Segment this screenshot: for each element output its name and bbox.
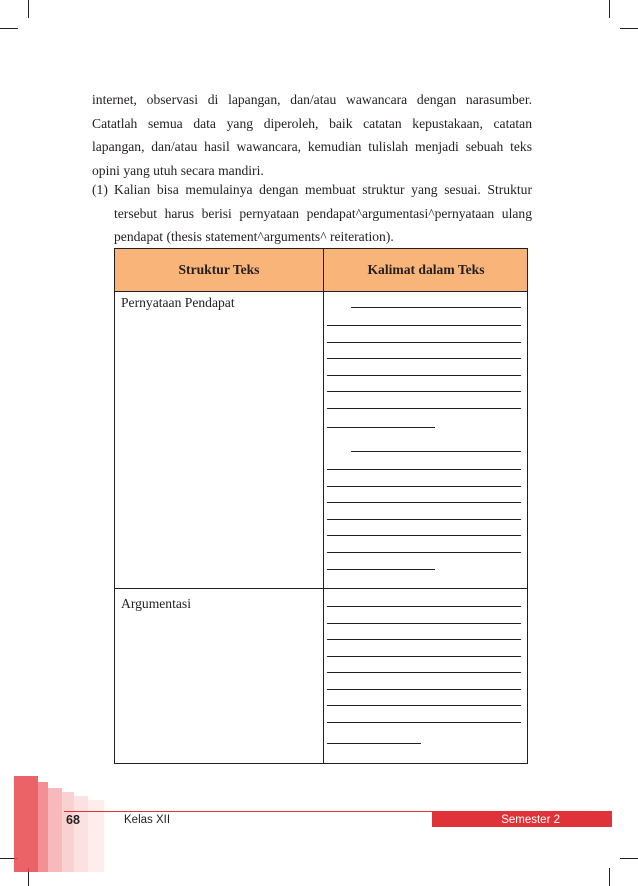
row-divider — [115, 588, 527, 589]
page-number: 68 — [66, 813, 80, 827]
instruction-number: (1) — [92, 182, 108, 197]
writing-line — [327, 722, 521, 723]
instruction-line: pendapat (thesis statement^arguments^ reiteration). — [114, 229, 394, 244]
instruction-line — [92, 178, 532, 202]
writing-line — [327, 502, 521, 503]
writing-line — [327, 486, 521, 487]
writing-line — [327, 427, 435, 428]
crop-mark — [620, 858, 638, 859]
writing-line — [351, 307, 521, 308]
paragraph-line: opini yang utuh secara mandiri. — [92, 162, 264, 178]
instruction-text: Kalian bisa memulainya dengan membuat struktur yang sesuai. Struktur — [114, 182, 532, 197]
writing-line — [327, 569, 435, 570]
writing-line — [327, 519, 521, 520]
writing-line — [327, 656, 521, 657]
writing-line — [327, 391, 521, 392]
body-paragraph — [92, 88, 532, 182]
footer-stripes-decoration — [0, 776, 110, 872]
instruction-item — [92, 178, 532, 249]
crop-mark — [28, 0, 29, 18]
writing-line — [327, 469, 521, 470]
writing-line — [327, 639, 521, 640]
crop-mark — [609, 0, 610, 18]
writing-line — [351, 451, 521, 452]
instruction-line: tersebut harus berisi pernyataan pendapat^argumentasi^pernyataan ulang — [114, 205, 532, 221]
row-label-pernyataan-pendapat: Pernyataan Pendapat — [121, 295, 235, 310]
writing-line — [327, 375, 521, 376]
writing-line — [327, 358, 521, 359]
row-label-argumentasi: Argumentasi — [121, 596, 191, 611]
structure-table — [114, 248, 528, 764]
writing-line — [327, 606, 521, 607]
writing-line — [327, 743, 421, 744]
crop-mark — [609, 868, 610, 886]
header-kalimat-dalam-teks: Kalimat dalam Teks — [367, 262, 485, 277]
paragraph-line: Catatlah semua data yang diperoleh, baik catatan kepustakaan, catatan — [92, 115, 532, 131]
writing-line — [327, 325, 521, 326]
writing-line — [327, 342, 521, 343]
header-struktur-teks: Struktur Teks — [178, 262, 260, 277]
class-label: Kelas XII — [124, 814, 171, 826]
writing-line — [327, 535, 521, 536]
crop-mark — [0, 28, 18, 29]
writing-line — [327, 552, 521, 553]
paragraph-line: lapangan, dan/atau hasil wawancara, kemudian tulislah menjadi sebuah teks — [92, 139, 532, 154]
writing-line — [327, 672, 521, 673]
writing-line — [327, 689, 521, 690]
crop-mark — [620, 28, 638, 29]
semester-label: Semester 2 — [501, 814, 560, 826]
writing-line — [327, 623, 521, 624]
paragraph-line: internet, observasi di lapangan, dan/atau wawancara dengan narasumber. — [92, 92, 532, 107]
writing-line — [327, 705, 521, 706]
writing-line — [327, 408, 521, 409]
column-divider — [323, 249, 324, 763]
table-header — [115, 249, 527, 292]
